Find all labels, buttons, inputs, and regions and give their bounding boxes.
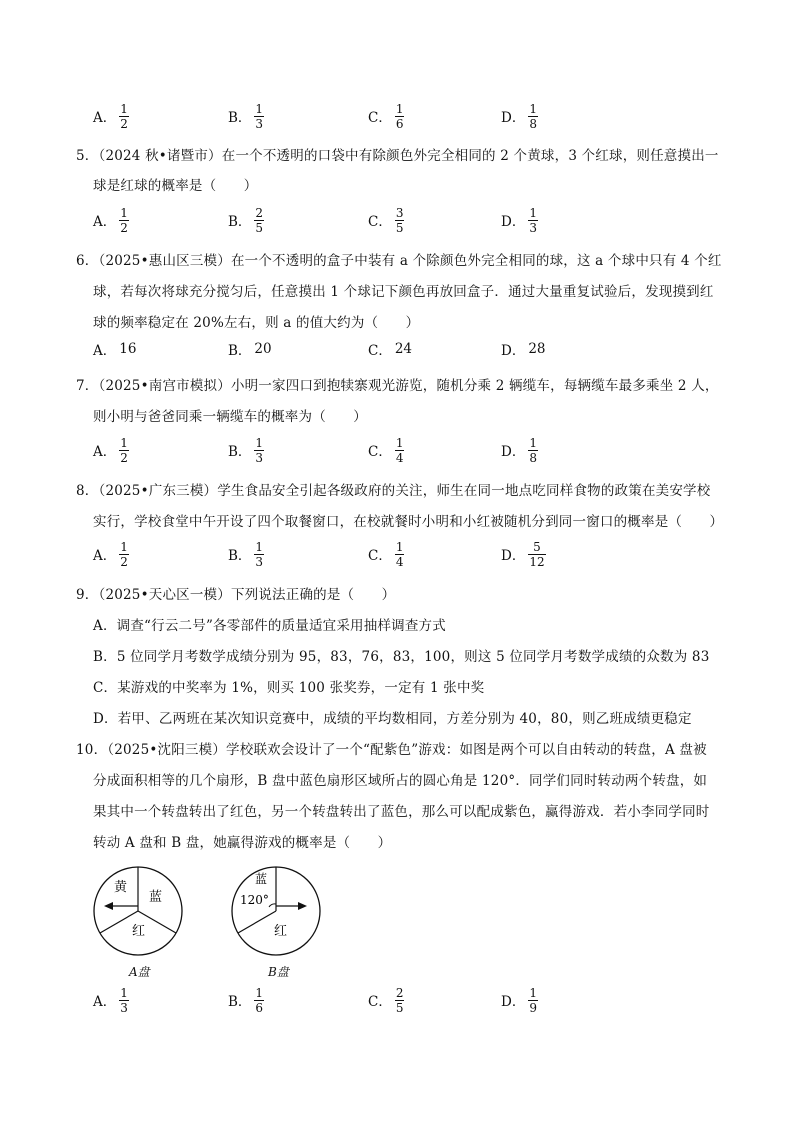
- q10-stem-line2: 分成面积相等的几个扇形，B 盘中蓝色扇形区域所占的圆心角是 120°．同学们同时转动两个转盘，如: [93, 773, 708, 789]
- option-d[interactable]: D． 28: [501, 341, 546, 359]
- fraction: $\frac{1}{2}$: [120, 539, 128, 569]
- q5-stem-line2: 球是红球的概率是（ ）: [93, 178, 258, 194]
- spinner-b-diagram: [228, 865, 324, 957]
- q6-stem-line1: 6．（2025•惠山区三模）在一个不透明的盒子中装有 a 个除颜色外完全相同的球，这 a 个球中只有 4 个红: [76, 253, 722, 269]
- fraction: $\frac{1}{6}$: [255, 985, 264, 1015]
- q6-stem-line2: 球，若每次将球充分搅匀后，任意摸出 1 个球记下颜色再放回盒子．通过大量重复试验后，发现摸到红: [93, 284, 714, 300]
- q9-option-c[interactable]: C．某游戏的中奖率为 1%，则买 100 张奖券，一定有 1 张中奖: [93, 680, 485, 696]
- fraction: $\frac{1}{4}$: [395, 539, 404, 569]
- option-b[interactable]: B． $\frac{1}{6}$: [228, 985, 264, 1015]
- q10-stem-line1: 10．（2025•沈阳三模）学校联欢会设计了一个“配紫色”游戏：如图是两个可以自由转动的转盘，A 盘被: [76, 742, 707, 758]
- q9-option-b[interactable]: B．5 位同学月考数学成绩分别为 95，83，76，83，100，则这 5 位同学月考数学成绩的众数为 83: [93, 649, 710, 665]
- spinner-a-caption: A盘: [129, 965, 150, 979]
- q9-option-d[interactable]: D．若甲、乙两班在某次知识竞赛中，成绩的平均数相同，方差分别为 40，80，则乙班成绩更稳定: [93, 711, 692, 727]
- fraction: $\frac{1}{3}$: [255, 539, 264, 569]
- option-b[interactable]: B． 20: [228, 341, 272, 359]
- fraction: $\frac{1}{9}$: [529, 985, 537, 1015]
- q7-options: [93, 430, 773, 470]
- option-d[interactable]: D． $\frac{1}{8}$: [501, 101, 537, 131]
- option-a[interactable]: A． 16: [93, 341, 137, 359]
- fraction: $\frac{2}{5}$: [255, 205, 264, 235]
- fraction: $\frac{1}{4}$: [395, 435, 404, 465]
- spinner-b-angle-label: 120°: [240, 893, 269, 907]
- q6-stem-line3: 球的频率稳定在 20%左右，则 a 的值大约为（ ）: [93, 315, 420, 331]
- spinner-a-arrowhead: [104, 902, 113, 910]
- q7-stem-line1: 7．（2025•南宫市模拟）小明一家四口到抱犊寨观光游览，随机分乘 2 辆缆车，每辆缆车最多乘坐 2 人，: [76, 378, 719, 394]
- option-c[interactable]: C． $\frac{1}{4}$: [368, 539, 404, 569]
- option-c[interactable]: C． 24: [368, 341, 413, 359]
- fraction: $\frac{1}{2}$: [120, 101, 128, 131]
- spinner-a-yellow-label: 黄: [114, 880, 128, 895]
- spinner-b-angle-arc: [269, 904, 276, 907]
- option-b[interactable]: B． $\frac{2}{5}$: [228, 205, 264, 235]
- q5-options: [93, 200, 773, 240]
- spinner-b-arrowhead: [298, 902, 307, 910]
- q9-option-a[interactable]: A．调查“行云二号”各零部件的质量适宜采用抽样调查方式: [93, 618, 446, 634]
- option-a[interactable]: A． $\frac{1}{2}$: [93, 101, 128, 131]
- fraction: $\frac{1}{8}$: [529, 435, 537, 465]
- option-c[interactable]: C． $\frac{3}{5}$: [368, 205, 404, 235]
- q10-stem-line4: 转动 A 盘和 B 盘，她赢得游戏的概率是（ ）: [93, 835, 392, 851]
- option-c[interactable]: C． $\frac{1}{6}$: [368, 101, 404, 131]
- q9-stem: 9．（2025•天心区一模）下列说法正确的是（ ）: [76, 587, 396, 603]
- q8-stem-line2: 实行，学校食堂中午开设了四个取餐窗口，在校就餐时小明和小红被随机分到同一窗口的概率是（ ）: [93, 514, 724, 530]
- spinner-b-caption: B盘: [268, 965, 289, 979]
- q6-options: [93, 329, 773, 369]
- fraction: $\frac{1}{2}$: [120, 205, 128, 235]
- fraction: $\frac{1}{2}$: [120, 435, 128, 465]
- fraction: $\frac{1}{3}$: [529, 205, 537, 235]
- q5-stem-line1: 5．（2024 秋•诸暨市）在一个不透明的口袋中有除颜色外完全相同的 2 个黄球，3 个红球，则任意摸出一: [76, 148, 719, 164]
- option-a[interactable]: A． $\frac{1}{2}$: [93, 435, 128, 465]
- option-c[interactable]: C． $\frac{1}{4}$: [368, 435, 404, 465]
- spinner-a-blue-label: 蓝: [149, 890, 163, 905]
- option-a[interactable]: A． $\frac{1}{2}$: [93, 205, 128, 235]
- option-a[interactable]: A． $\frac{1}{3}$: [93, 985, 128, 1015]
- fraction: $\frac{1}{3}$: [255, 101, 264, 131]
- fraction: $\frac{1}{6}$: [395, 101, 404, 131]
- q10-options: [93, 980, 773, 1020]
- spinner-a-diagram: [92, 865, 184, 957]
- q4-options: [93, 96, 773, 136]
- spinner-b-red-label: 红: [274, 924, 288, 939]
- option-b[interactable]: B． $\frac{1}{3}$: [228, 539, 264, 569]
- fraction: $\frac{1}{8}$: [529, 101, 537, 131]
- spinner-a-red-label: 红: [132, 924, 146, 939]
- q8-stem-line1: 8．（2025•广东三模）学生食品安全引起各级政府的关注，师生在同一地点吃同样食物的政策在美安学校: [76, 483, 711, 499]
- option-d[interactable]: D． $\frac{1}{3}$: [501, 205, 537, 235]
- q7-stem-line2: 则小明与爸爸同乘一辆缆车的概率为（ ）: [93, 409, 367, 425]
- fraction: $\frac{2}{5}$: [395, 985, 404, 1015]
- option-c[interactable]: C． $\frac{2}{5}$: [368, 985, 404, 1015]
- spinner-b-blue-label: 蓝: [255, 872, 268, 886]
- option-b[interactable]: B． $\frac{1}{3}$: [228, 101, 264, 131]
- option-b[interactable]: B． $\frac{1}{3}$: [228, 435, 264, 465]
- option-d[interactable]: D． $\frac{5}{12}$: [501, 539, 545, 569]
- fraction: $\frac{1}{3}$: [120, 985, 128, 1015]
- fraction: $\frac{3}{5}$: [395, 205, 404, 235]
- q8-options: [93, 534, 773, 574]
- option-d[interactable]: D． $\frac{1}{9}$: [501, 985, 537, 1015]
- spinner-b-divider-left: [238, 911, 276, 933]
- option-d[interactable]: D． $\frac{1}{8}$: [501, 435, 537, 465]
- fraction: $\frac{5}{12}$: [529, 539, 545, 569]
- q10-stem-line3: 果其中一个转盘转出了红色，另一个转盘转出了蓝色，那么可以配成紫色，赢得游戏．若小李同学同时: [93, 804, 710, 820]
- option-a[interactable]: A． $\frac{1}{2}$: [93, 539, 128, 569]
- fraction: $\frac{1}{3}$: [255, 435, 264, 465]
